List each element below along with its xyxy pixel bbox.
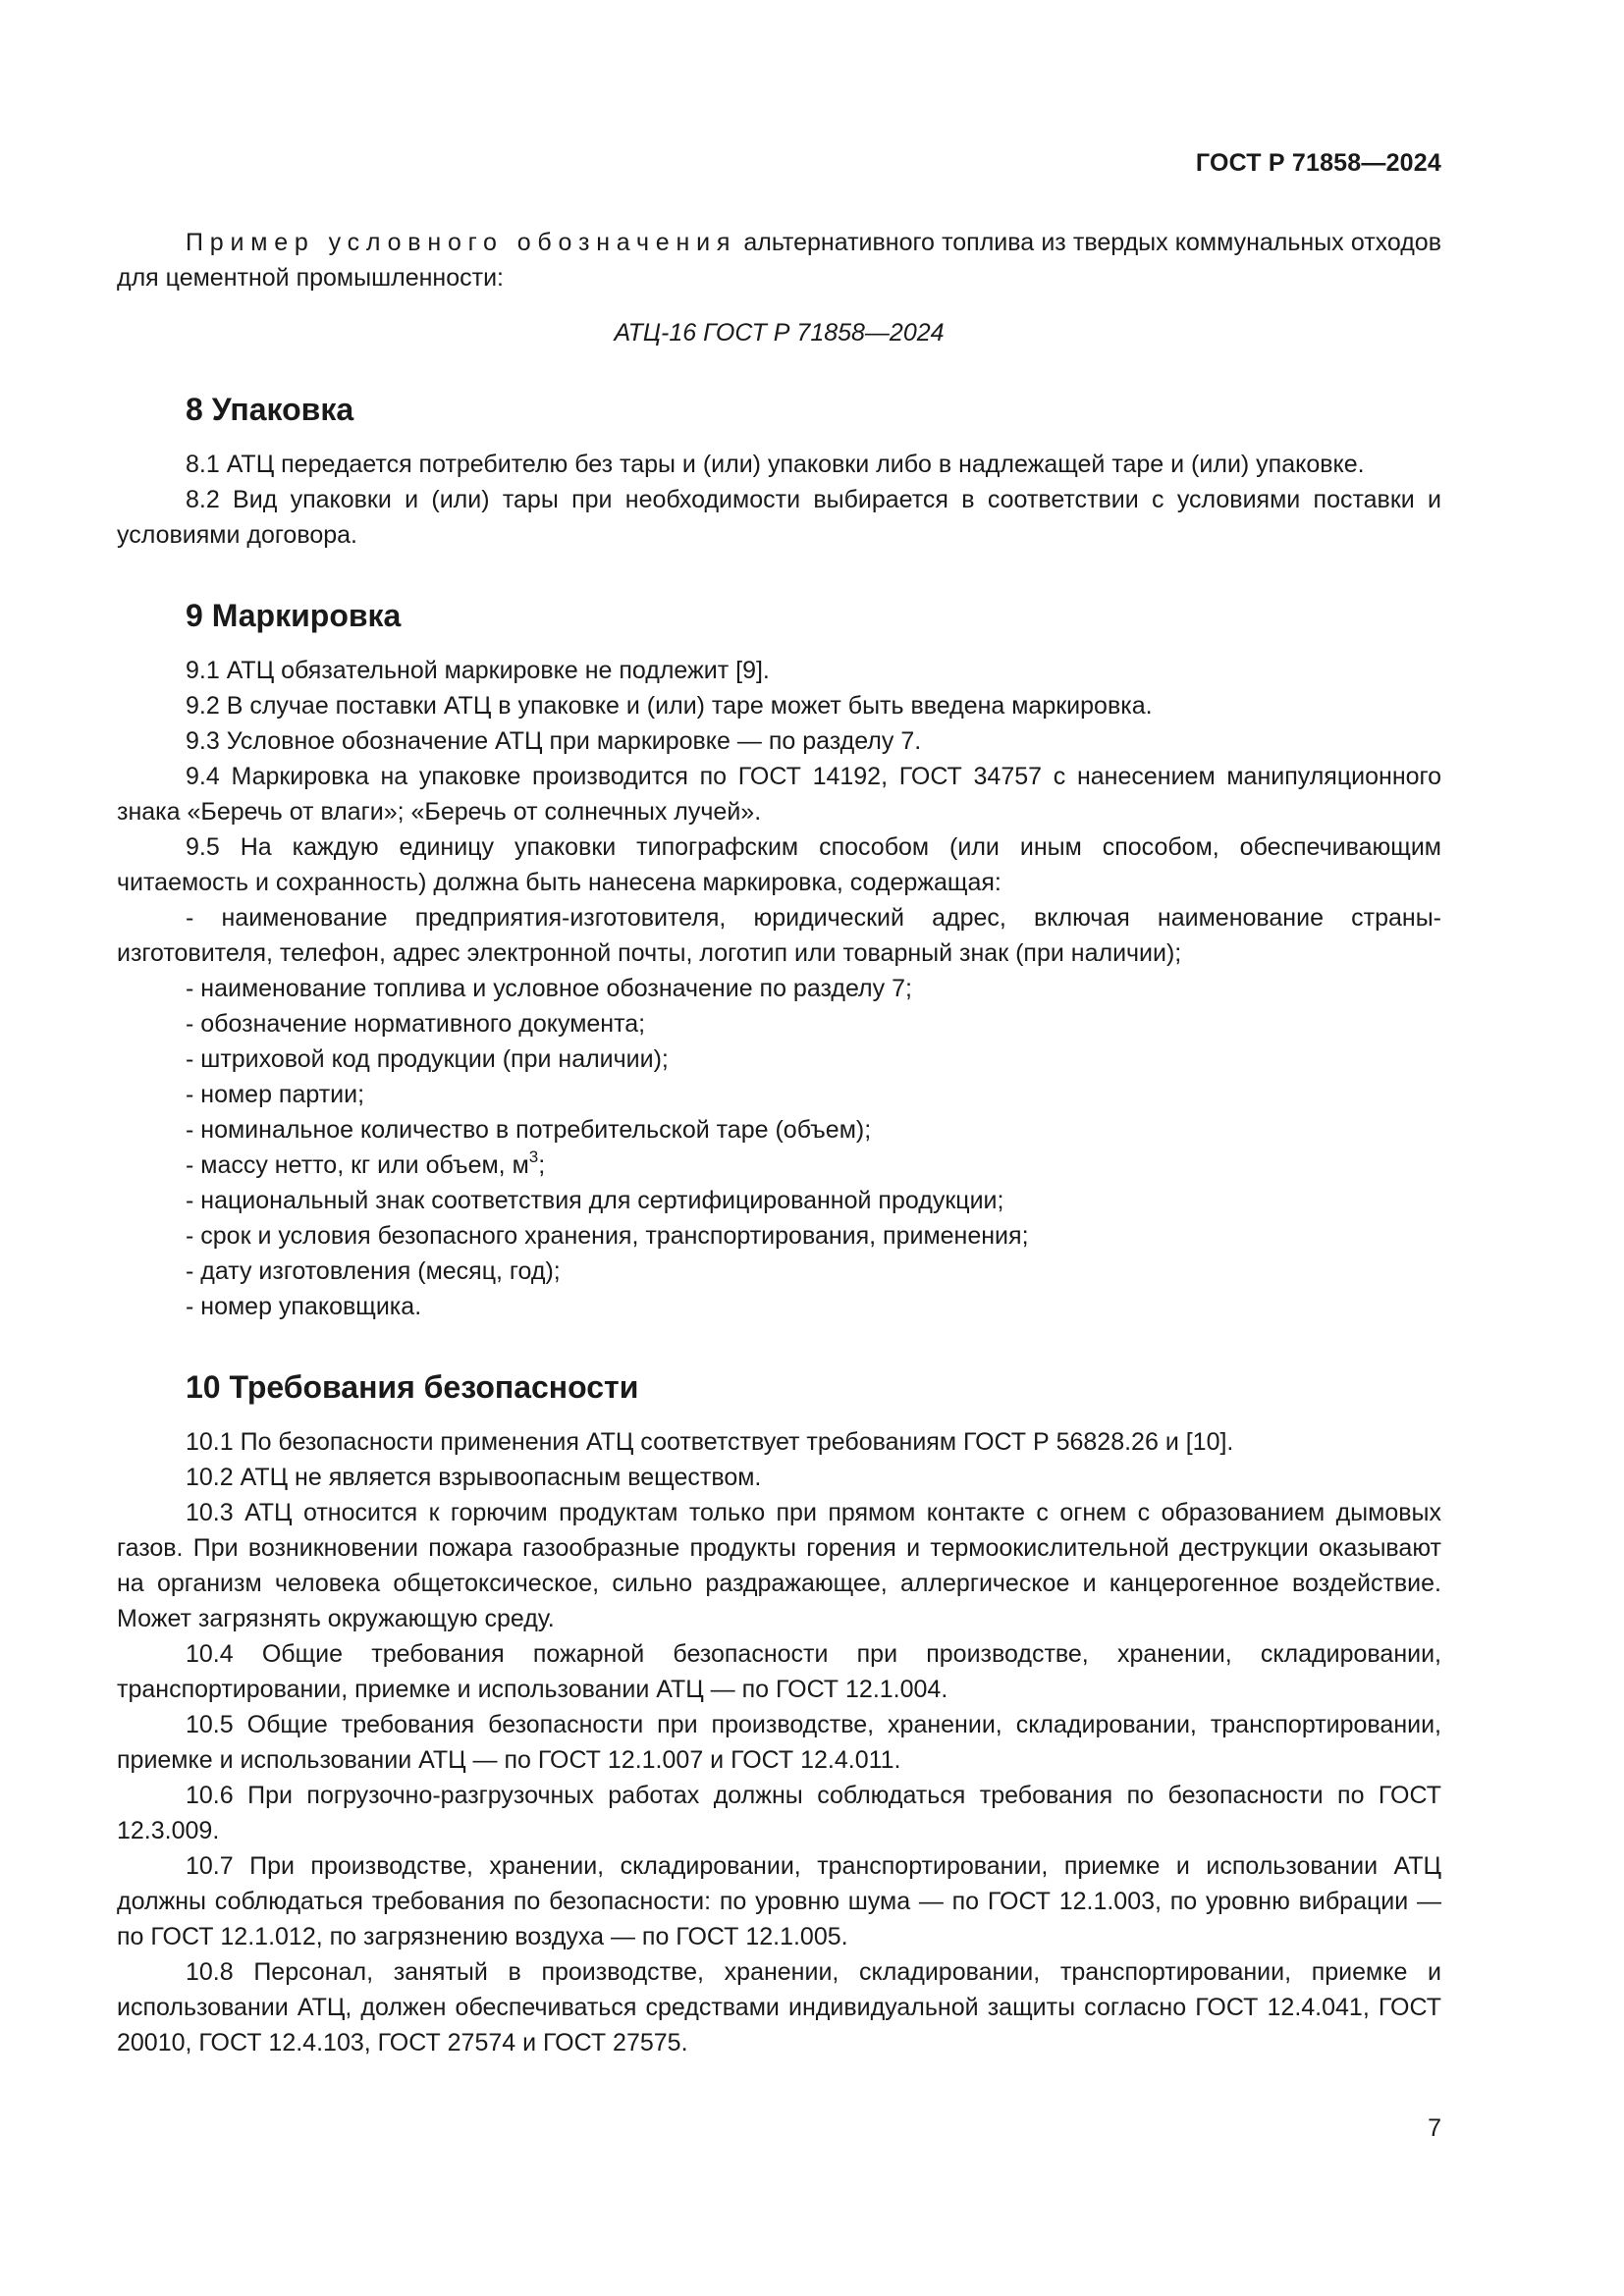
- paragraph-10-8: 10.8 Персонал, занятый в производстве, хранении, складировании, транспортировании, приемке и использовании АТЦ, должен обеспечиваться средствами индивидуальной защиты согласно ГОСТ 12.4.041, ГОСТ 20010, ГОСТ 12.4.103, ГОСТ 27574 и ГОСТ 27575.: [117, 1958, 1441, 2056]
- example-text: альтернативного топлива из твердых коммунальных отходов для цементной промышленности:: [117, 229, 1441, 292]
- paragraph-9-3: 9.3 Условное обозначение АТЦ при маркировке — по разделу 7.: [186, 727, 922, 755]
- list-item-manufacturer: - наименование предприятия-изготовителя, юридический адрес, включая наименование страны-изготовителя, телефон, адрес электронной почты, логотип или товарный знак (при наличии);: [117, 904, 1441, 967]
- list-item: - срок и условия безопасного хранения, транспортирования, применения;: [186, 1222, 1029, 1250]
- list-item-mass: [117, 1148, 1441, 1183]
- section-9-title: 9 Маркировка: [186, 598, 402, 633]
- list-item: - обозначение нормативного документа;: [186, 1010, 646, 1038]
- document-body: [117, 225, 1441, 2060]
- paragraph-10-2: 10.2 АТЦ не является взрывоопасным веществом.: [186, 1464, 762, 1491]
- paragraph-8-1: 8.1 АТЦ передается потребителю без тары и (или) упаковки либо в надлежащей таре и (или) упаковке.: [186, 451, 1365, 478]
- paragraph-9-4: 9.4 Маркировка на упаковке производится по ГОСТ 14192, ГОСТ 34757 с нанесением манипуляционного знака «Беречь от влаги»; «Беречь от солнечных лучей».: [117, 763, 1441, 826]
- example-paragraph: [117, 225, 1441, 295]
- list-item: - номер упаковщика.: [186, 1293, 422, 1320]
- paragraph-9-1: 9.1 АТЦ обязательной маркировке не подлежит [9].: [186, 657, 770, 684]
- list-item: - штриховой код продукции (при наличии);: [186, 1045, 669, 1073]
- mass-end: ;: [538, 1151, 546, 1179]
- list-item: - наименование топлива и условное обозначение по разделу 7;: [186, 975, 912, 1002]
- list-item: - номинальное количество в потребительской таре (объем);: [186, 1116, 872, 1144]
- paragraph-9-2: 9.2 В случае поставки АТЦ в упаковке и (или) таре может быть введена маркировка.: [186, 692, 1153, 720]
- mass-superscript: 3: [528, 1147, 539, 1166]
- list-item: - национальный знак соответствия для сертифицированной продукции;: [186, 1187, 1004, 1214]
- paragraph-10-6: 10.6 При погрузочно-разгрузочных работах должны соблюдаться требования по безопасности по ГОСТ 12.3.009.: [117, 1782, 1441, 1844]
- example-label: Пример условного обозначения: [186, 229, 737, 256]
- paragraph-10-5: 10.5 Общие требования безопасности при производстве, хранении, складировании, транспортировании, приемке и использовании АТЦ — по ГОСТ 12.1.007 и ГОСТ 12.4.011.: [117, 1711, 1441, 1774]
- section-8-title: 8 Упаковка: [186, 392, 354, 427]
- section-10-title: 10 Требования безопасности: [186, 1369, 639, 1405]
- list-item: - номер партии;: [186, 1081, 365, 1108]
- example-designation: АТЦ-16 ГОСТ Р 71858—2024: [614, 319, 945, 347]
- paragraph-10-1: 10.1 По безопасности применения АТЦ соответствует требованиям ГОСТ Р 56828.26 и [10].: [186, 1428, 1234, 1456]
- paragraph-10-4: 10.4 Общие требования пожарной безопасности при производстве, хранении, складировании, транспортировании, приемке и использовании АТЦ — по ГОСТ 12.1.004.: [117, 1640, 1441, 1703]
- page-number: 7: [1428, 2114, 1441, 2142]
- mass-text: - массу нетто, кг или объем, м: [186, 1151, 529, 1179]
- paragraph-10-3: 10.3 АТЦ относится к горючим продуктам только при прямом контакте с огнем с образованием дымовых газов. При возникновении пожара газообразные продукты горения и термоокислительной деструкции оказывают на организм человека общетоксическое, сильно раздражающее, аллергическое и канцерогенное воздействие. Может загрязнять окружающую среду.: [117, 1499, 1441, 1632]
- standard-header: ГОСТ Р 71858—2024: [1195, 149, 1441, 177]
- paragraph-10-7: 10.7 При производстве, хранении, складировании, транспортировании, приемке и использовании АТЦ должны соблюдаться требования по безопасности: по уровню шума — по ГОСТ 12.1.003, по уровню вибрации — по ГОСТ 12.1.012, по загрязнению воздуха — по ГОСТ 12.1.005.: [117, 1852, 1441, 1950]
- paragraph-8-2: 8.2 Вид упаковки и (или) тары при необходимости выбирается в соответствии с условиями поставки и условиями договора.: [117, 486, 1441, 549]
- paragraph-9-5: 9.5 На каждую единицу упаковки типографским способом (или иным способом, обеспечивающим читаемость и сохранность) должна быть нанесена маркировка, содержащая:: [117, 833, 1441, 896]
- list-item: - дату изготовления (месяц, год);: [186, 1257, 561, 1285]
